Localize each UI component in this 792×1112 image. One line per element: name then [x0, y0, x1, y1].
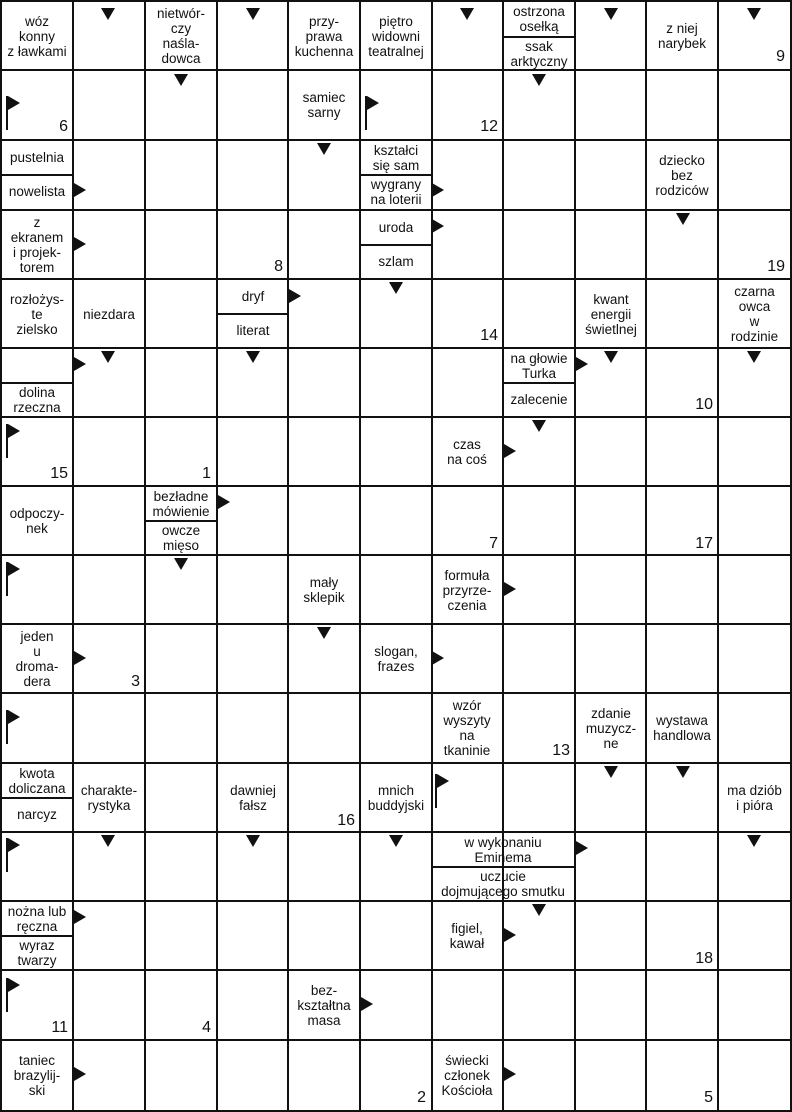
key-number: 16	[337, 812, 355, 829]
grid-line-horizontal	[0, 900, 792, 902]
key-number: 15	[50, 465, 68, 482]
clue: mnich buddyjski	[367, 783, 425, 813]
clue: rozłożys- te zielsko	[9, 291, 64, 337]
key-number: 11	[51, 1019, 68, 1036]
clue: taniec brazylij- ski	[13, 1053, 61, 1098]
arrow-right-icon	[432, 219, 444, 233]
key-number: 7	[489, 535, 498, 552]
clue: na głowie Turka	[510, 350, 568, 381]
clue: uroda	[378, 220, 414, 235]
arrow-down-icon	[389, 835, 403, 847]
key-number: 18	[695, 950, 713, 967]
flag-arrow-icon	[6, 96, 8, 130]
clue: samiec sarny	[302, 90, 346, 120]
clue: nowelista	[8, 184, 66, 199]
clue: z ekranem i projek- torem	[10, 215, 64, 275]
clue: kwant energii świetlnej	[585, 291, 637, 337]
clue-divider	[432, 866, 575, 868]
arrow-right-icon	[576, 357, 588, 371]
clue-divider	[361, 244, 432, 246]
arrow-down-icon	[101, 8, 115, 20]
clue: owcze mięso	[161, 522, 201, 553]
key-number: 5	[704, 1089, 713, 1106]
key-number: 13	[552, 742, 570, 759]
arrow-down-icon	[604, 351, 618, 363]
clue: w wykonaniu Eminema	[464, 834, 542, 865]
key-number: 19	[767, 258, 785, 275]
arrow-down-icon	[101, 835, 115, 847]
clue: ssak arktyczny	[510, 38, 568, 69]
clue: charakte- rystyka	[80, 783, 138, 813]
flag-arrow-icon	[6, 710, 8, 744]
grid-line-vertical	[72, 0, 74, 1112]
clue: niezdara	[83, 306, 135, 322]
clue: formuła przyrze- czenia	[442, 567, 492, 613]
arrow-right-icon	[432, 651, 444, 665]
arrow-right-icon	[361, 997, 373, 1011]
key-number: 3	[131, 673, 140, 690]
clue-divider	[504, 36, 575, 38]
clue: zdanie muzycz- ne	[585, 705, 637, 751]
arrow-right-icon	[289, 289, 301, 303]
clue: dawniej fałsz	[230, 783, 276, 813]
clue: ma dziób i pióra	[727, 783, 782, 813]
key-number: 12	[480, 118, 498, 135]
arrow-down-icon	[246, 8, 260, 20]
arrow-right-icon	[74, 183, 86, 197]
arrow-down-icon	[317, 627, 331, 639]
arrow-right-icon	[504, 582, 516, 596]
arrow-down-icon	[532, 904, 546, 916]
grid-line-horizontal	[0, 416, 792, 418]
clue: pustelnia	[9, 150, 65, 165]
clue: ostrzona osełką	[513, 4, 565, 34]
arrow-right-icon	[74, 910, 86, 924]
clue: literat	[236, 323, 270, 338]
clue: dryf	[241, 289, 265, 304]
flag-arrow-icon	[435, 774, 437, 808]
clue: wyraz twarzy	[17, 937, 57, 968]
clue: odpoczy- nek	[9, 506, 65, 536]
grid-line-horizontal	[0, 1039, 792, 1041]
clue: jeden u droma- dera	[15, 629, 59, 689]
key-number: 14	[480, 327, 498, 344]
arrow-down-icon	[246, 835, 260, 847]
arrow-down-icon	[532, 420, 546, 432]
clue: świecki członek Kościoła	[441, 1053, 493, 1098]
clue: nietwór- czy naśla- dowca	[156, 6, 205, 66]
key-number: 2	[417, 1089, 426, 1106]
clue-divider	[504, 382, 575, 384]
grid-line-vertical	[717, 0, 719, 1112]
clue-divider	[218, 313, 289, 315]
clue-divider	[146, 520, 217, 522]
arrow-right-icon	[504, 928, 516, 942]
clue: dolina rzeczna	[13, 384, 61, 415]
clue-divider	[2, 174, 73, 176]
arrow-down-icon	[676, 766, 690, 778]
grid-line-horizontal	[0, 485, 792, 487]
arrow-down-icon	[174, 558, 188, 570]
clue: szlam	[378, 254, 414, 269]
clue: wystawa handlowa	[653, 713, 711, 743]
clue: bez- kształtna masa	[297, 982, 351, 1028]
arrow-down-icon	[174, 74, 188, 86]
key-number: 1	[202, 465, 211, 482]
arrow-right-icon	[74, 357, 86, 371]
arrow-right-icon	[576, 841, 588, 855]
clue: kwota doliczana	[8, 765, 66, 796]
flag-arrow-icon	[6, 838, 8, 872]
clue: narcyz	[17, 807, 57, 822]
arrow-down-icon	[460, 8, 474, 20]
grid-line-vertical	[144, 0, 146, 1112]
arrow-right-icon	[432, 183, 444, 197]
clue: uczucie dojmującego smutku	[441, 868, 565, 899]
clue: zalecenie	[510, 392, 568, 407]
clue: piętro widowni teatralnej	[368, 13, 424, 59]
arrow-down-icon	[532, 74, 546, 86]
key-number: 17	[695, 535, 713, 552]
clue: figiel, kawał	[449, 921, 485, 951]
flag-arrow-icon	[365, 96, 367, 130]
clue: wzór wyszyty na tkaninie	[443, 698, 491, 758]
clue: mały sklepik	[303, 575, 345, 605]
grid-line-horizontal	[0, 969, 792, 971]
arrow-down-icon	[317, 143, 331, 155]
grid-line-horizontal	[0, 554, 792, 556]
clue: kształci się sam	[372, 142, 420, 173]
clue: dziecko bez rodziców	[655, 152, 709, 198]
arrow-down-icon	[604, 766, 618, 778]
key-number: 8	[274, 258, 283, 275]
key-number: 9	[776, 48, 785, 65]
key-number: 10	[695, 396, 713, 413]
grid-line-vertical	[502, 0, 504, 1112]
arrow-right-icon	[74, 1067, 86, 1081]
arrow-down-icon	[389, 282, 403, 294]
arrow-right-icon	[218, 495, 230, 509]
key-number: 6	[59, 118, 68, 135]
flag-arrow-icon	[6, 562, 8, 596]
arrow-down-icon	[246, 351, 260, 363]
clue: nożna lub ręczna	[7, 903, 67, 934]
grid-line-vertical	[216, 0, 218, 1112]
arrow-right-icon	[74, 237, 86, 251]
arrow-down-icon	[747, 835, 761, 847]
flag-arrow-icon	[6, 424, 8, 458]
arrow-down-icon	[747, 351, 761, 363]
clue-divider	[361, 174, 432, 176]
clue: wygrany na loterii	[370, 176, 422, 207]
arrow-right-icon	[504, 444, 516, 458]
arrow-right-icon	[504, 1067, 516, 1081]
arrow-down-icon	[676, 213, 690, 225]
clue: z niej narybek	[657, 21, 707, 51]
flag-arrow-icon	[6, 978, 8, 1012]
clue: czas na coś	[447, 437, 487, 467]
arrow-down-icon	[101, 351, 115, 363]
grid-line-vertical	[574, 0, 576, 1112]
clue-divider	[2, 797, 73, 799]
clue: czarna owca w rodzinie	[730, 284, 779, 344]
clue: przy- prawa kuchenna	[294, 13, 354, 59]
clue-divider	[2, 935, 73, 937]
arrow-right-icon	[74, 651, 86, 665]
arrow-down-icon	[747, 8, 761, 20]
arrow-down-icon	[604, 8, 618, 20]
clue: slogan, frazes	[374, 644, 418, 674]
key-number: 4	[202, 1019, 211, 1036]
clue-divider	[2, 382, 73, 384]
clue: bezładne mówienie	[152, 488, 210, 519]
clue: wóz konny z ławkami	[7, 13, 67, 59]
